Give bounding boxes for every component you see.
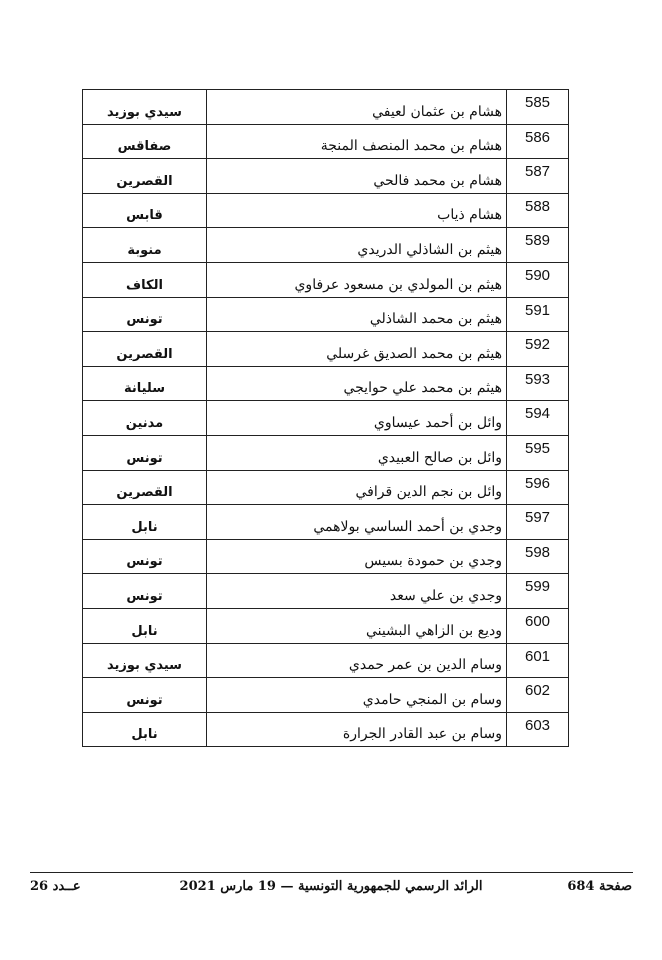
name-cell: هيثم بن الشاذلي الدريدي	[207, 228, 507, 263]
table-row	[83, 470, 569, 505]
number-cell: 596	[507, 470, 569, 505]
region-cell: سليانة	[83, 366, 207, 401]
number-cell: 592	[507, 332, 569, 367]
name-cell: وسام بن المنجي حامدي	[207, 678, 507, 713]
region-cell: القصرين	[83, 159, 207, 194]
table-row	[83, 228, 569, 263]
table-row	[83, 608, 569, 643]
region-cell: تونس	[83, 678, 207, 713]
footer-page-number: صفحة 684	[567, 879, 632, 894]
region-cell: تونس	[83, 297, 207, 332]
number-cell: 594	[507, 401, 569, 436]
number-cell: 599	[507, 574, 569, 609]
table-row	[83, 124, 569, 159]
table-row	[83, 574, 569, 609]
name-cell: هشام بن محمد المنصف المنجة	[207, 124, 507, 159]
table-row	[83, 505, 569, 540]
name-cell: هيثم بن المولدي بن مسعود عرفاوي	[207, 262, 507, 297]
region-cell: الكاف	[83, 262, 207, 297]
region-cell: سيدي بوزيد	[83, 643, 207, 678]
name-cell: وجدي بن علي سعد	[207, 574, 507, 609]
number-cell: 597	[507, 505, 569, 540]
number-cell: 595	[507, 435, 569, 470]
name-cell: هشام بن محمد فالحي	[207, 159, 507, 194]
number-cell: 586	[507, 124, 569, 159]
footer-issue-number: عــدد 26	[30, 879, 81, 894]
number-cell: 602	[507, 678, 569, 713]
name-cell: هيثم بن محمد الشاذلي	[207, 297, 507, 332]
region-cell: نابل	[83, 505, 207, 540]
region-cell: القصرين	[83, 470, 207, 505]
name-cell: وائل بن نجم الدين قرافي	[207, 470, 507, 505]
number-cell: 588	[507, 193, 569, 228]
region-cell: نابل	[83, 608, 207, 643]
name-cell: هيثم بن محمد علي حوايجي	[207, 366, 507, 401]
table-row	[83, 262, 569, 297]
region-cell: سيدي بوزيد	[83, 90, 207, 125]
name-cell: وائل بن أحمد عيساوي	[207, 401, 507, 436]
number-cell: 598	[507, 539, 569, 574]
name-cell: هشام ذياب	[207, 193, 507, 228]
number-cell: 590	[507, 262, 569, 297]
region-cell: تونس	[83, 539, 207, 574]
region-cell: منوبة	[83, 228, 207, 263]
number-cell: 593	[507, 366, 569, 401]
table-row	[83, 401, 569, 436]
name-cell: هشام بن عثمان لعيفي	[207, 90, 507, 125]
number-cell: 589	[507, 228, 569, 263]
names-table	[82, 89, 569, 747]
footer-journal-title: الرائد الرسمي للجمهورية التونسية — 19 مارس 2021	[179, 879, 483, 894]
table-row	[83, 678, 569, 713]
name-cell: وجدي بن أحمد الساسي بولاهمي	[207, 505, 507, 540]
number-cell: 603	[507, 712, 569, 747]
number-cell: 587	[507, 159, 569, 194]
number-cell: 600	[507, 608, 569, 643]
number-cell: 585	[507, 90, 569, 125]
name-cell: وسام بن عبد القادر الجرارة	[207, 712, 507, 747]
region-cell: تونس	[83, 574, 207, 609]
names-table-body	[83, 90, 569, 747]
table-row	[83, 712, 569, 747]
name-cell: وائل بن صالح العبيدي	[207, 435, 507, 470]
footer-rule	[30, 872, 633, 873]
region-cell: القصرين	[83, 332, 207, 367]
number-cell: 601	[507, 643, 569, 678]
table-row	[83, 193, 569, 228]
region-cell: قابس	[83, 193, 207, 228]
region-cell: مدنين	[83, 401, 207, 436]
table-row	[83, 159, 569, 194]
number-cell: 591	[507, 297, 569, 332]
name-cell: وجدي بن حمودة بسيس	[207, 539, 507, 574]
name-cell: هيثم بن محمد الصديق غرسلي	[207, 332, 507, 367]
name-cell: وديع بن الزاهي البشيني	[207, 608, 507, 643]
table-row	[83, 366, 569, 401]
table-row	[83, 297, 569, 332]
table-row	[83, 643, 569, 678]
name-cell: وسام الدين بن عمر حمدي	[207, 643, 507, 678]
region-cell: نابل	[83, 712, 207, 747]
region-cell: تونس	[83, 435, 207, 470]
table-row	[83, 90, 569, 125]
table-row	[83, 435, 569, 470]
table-row	[83, 332, 569, 367]
table-row	[83, 539, 569, 574]
region-cell: صفاقس	[83, 124, 207, 159]
